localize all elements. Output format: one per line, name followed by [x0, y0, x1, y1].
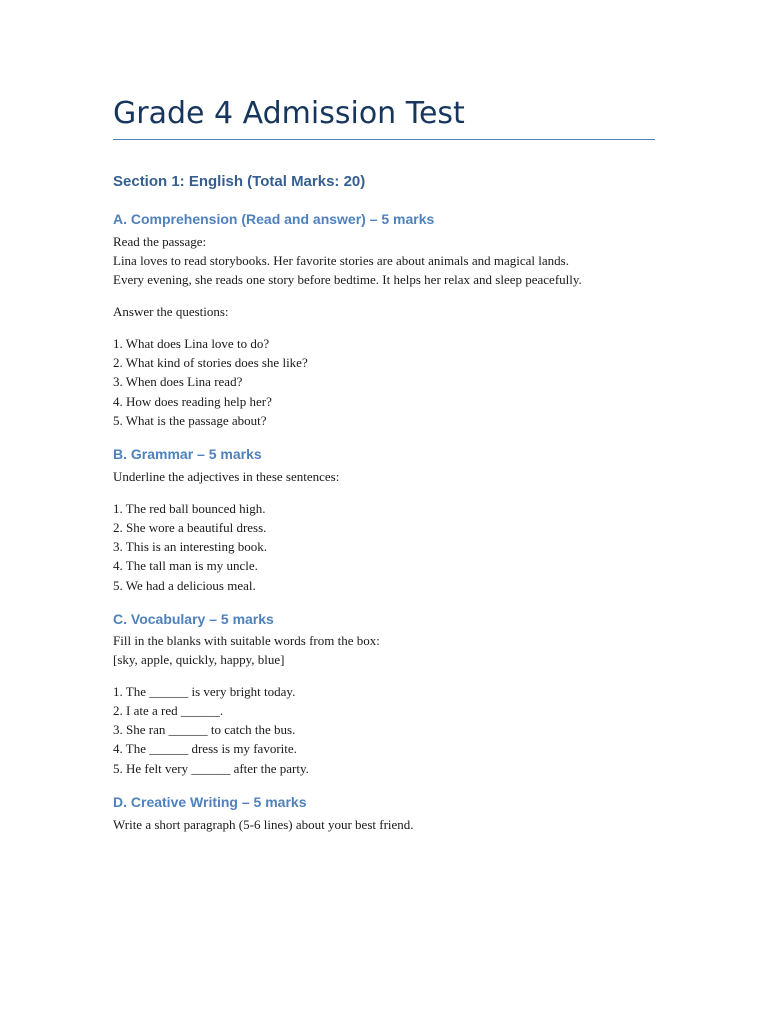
vocabulary-prompt: Fill in the blanks with suitable words from the box: — [113, 633, 380, 648]
comprehension-question: 1. What does Lina love to do? — [113, 336, 270, 351]
comprehension-question: 5. What is the passage about? — [113, 413, 267, 428]
passage-line: Every evening, she reads one story before bedtime. It helps her relax and sleep peacefully. — [113, 272, 582, 287]
grammar-item: 5. We had a delicious meal. — [113, 578, 256, 593]
section-heading: Section 1: English (Total Marks: 20) — [113, 173, 366, 190]
vocabulary-item: 2. I ate a red ______. — [113, 703, 224, 718]
comprehension-heading: A. Comprehension (Read and answer) – 5 marks — [113, 211, 435, 227]
vocabulary-heading: C. Vocabulary – 5 marks — [113, 611, 274, 627]
creative-writing-heading: D. Creative Writing – 5 marks — [113, 794, 307, 810]
vocabulary-item: 4. The ______ dress is my favorite. — [113, 741, 297, 756]
vocabulary-item: 1. The ______ is very bright today. — [113, 684, 296, 699]
comprehension-question: 3. When does Lina read? — [113, 374, 243, 389]
grammar-item: 3. This is an interesting book. — [113, 539, 267, 554]
comprehension-question: 2. What kind of stories does she like? — [113, 355, 308, 370]
grammar-prompt: Underline the adjectives in these sentences: — [113, 469, 340, 484]
creative-writing-prompt: Write a short paragraph (5-6 lines) about your best friend. — [113, 817, 414, 832]
comprehension-prompt: Answer the questions: — [113, 304, 229, 319]
comprehension-question: 4. How does reading help her? — [113, 394, 272, 409]
grammar-item: 4. The tall man is my uncle. — [113, 558, 258, 573]
title-underline-rule — [113, 139, 655, 140]
passage-line: Lina loves to read storybooks. Her favorite stories are about animals and magical lands. — [113, 253, 569, 268]
grammar-item: 1. The red ball bounced high. — [113, 501, 266, 516]
grammar-item: 2. She wore a beautiful dress. — [113, 520, 267, 535]
comprehension-intro: Read the passage: — [113, 234, 207, 249]
document-title: Grade 4 Admission Test — [113, 96, 465, 131]
vocabulary-item: 3. She ran ______ to catch the bus. — [113, 722, 296, 737]
vocabulary-item: 5. He felt very ______ after the party. — [113, 761, 309, 776]
grammar-heading: B. Grammar – 5 marks — [113, 446, 262, 462]
vocabulary-word-box: [sky, apple, quickly, happy, blue] — [113, 652, 285, 667]
